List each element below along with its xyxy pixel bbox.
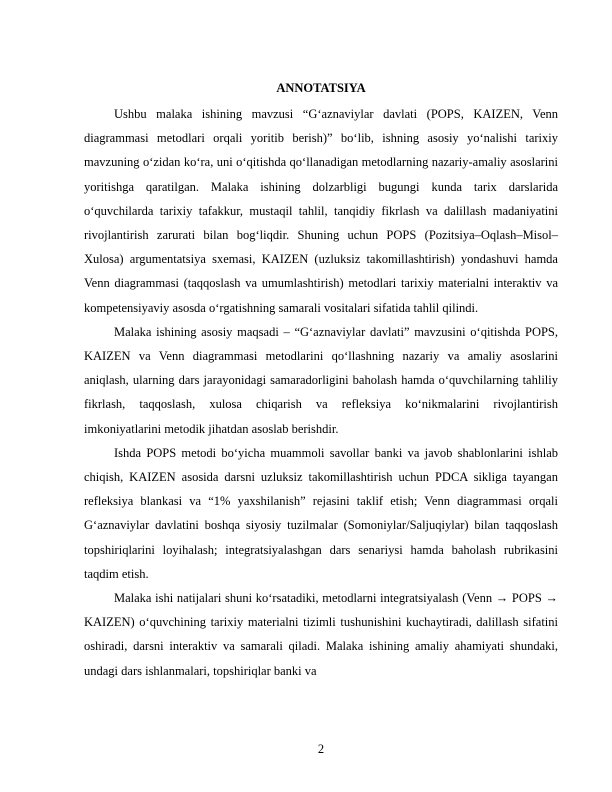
paragraph-2: Malaka ishining asosiy maqsadi – “G‘aznaviylar davlati” mavzusini o‘qitishda POPS, KAIZEN va Venn diagrammasi metodlarini qo‘llashning nazariy va amaliy asoslarini aniqlash, ularning dars jarayonidagi samaradorligini baholash hamda o‘quvchilarning tahliliy fikrlash, taqqoslash, xulosa chiqarish va refleksiya ko‘nikmalarini rivojlantirish imkoniyatlarini metodik jihatdan asoslab berishdir. <box>84 324 558 436</box>
page-number: 2 <box>317 742 325 756</box>
paragraph-1: Ushbu malaka ishining mavzusi “G‘aznaviylar davlati (POPS, KAIZEN, Venn diagrammasi metodlari orqali yoritib berish)” bo‘lib, ishning asosiy yo‘nalishi tarixiy mavzuning o‘zidan ko‘ra, uni o‘qitishda qo‘llanadigan metodlarning nazariy-amaliy asoslarini yoritishga qaratilgan. Malaka ishining dolzarbligi bugungi kunda tarix darslarida o‘quvchilarda tarixiy tafakkur, mustaqil tahlil, tanqidiy fikrlash va dalillash madaniyatini rivojlantirish zarurati bilan bog‘liqdir. Shuning uchun POPS (Pozitsiya–Oqlash–Misol–Xulosa) argumentatsiya sxemasi, KAIZEN (uzluksiz takomillashtirish) yondashuvi hamda Venn diagrammasi (taqqoslash va umumlashtirish) metodlari tarixiy materialni interaktiv va kompetensiyaviy asosda o‘rgatishning samarali vositalari sifatida tahlil qilindi. <box>84 107 558 315</box>
page-title: ANNOTATSIYA <box>276 81 366 95</box>
paragraph-3: Ishda POPS metodi bo‘yicha muammoli savollar banki va javob shablonlarini ishlab chiqish, KAIZEN asosida darsni uzluksiz takomillashtirish uchun PDCA sikliga tayangan refleksiya blankasi va “1% yaxshilanish” rejasini taklif etish; Venn diagrammasi orqali G‘aznaviylar davlatini boshqa siyosiy tuzilmalar (Somoniylar/Saljuqiylar) bilan taqqoslash topshiriqlarini loyihalash; integratsiyalashgan dars senariysi hamda baholash rubrikasini taqdim etish. <box>84 445 558 581</box>
paragraph-4: Malaka ishi natijalari shuni ko‘rsatadiki, metodlarni integratsiyalash (Venn → POPS → KAIZEN) o‘quvchining tarixiy materialni tizimli tushunishini kuchaytiradi, dalillash sifatini oshiradi, darsni interaktiv va samarali qiladi. Malaka ishining amaliy ahamiyati shundaki, undagi dars ishlanmalari, topshiriqlar banki va <box>84 591 558 678</box>
annotation-body <box>84 102 558 683</box>
